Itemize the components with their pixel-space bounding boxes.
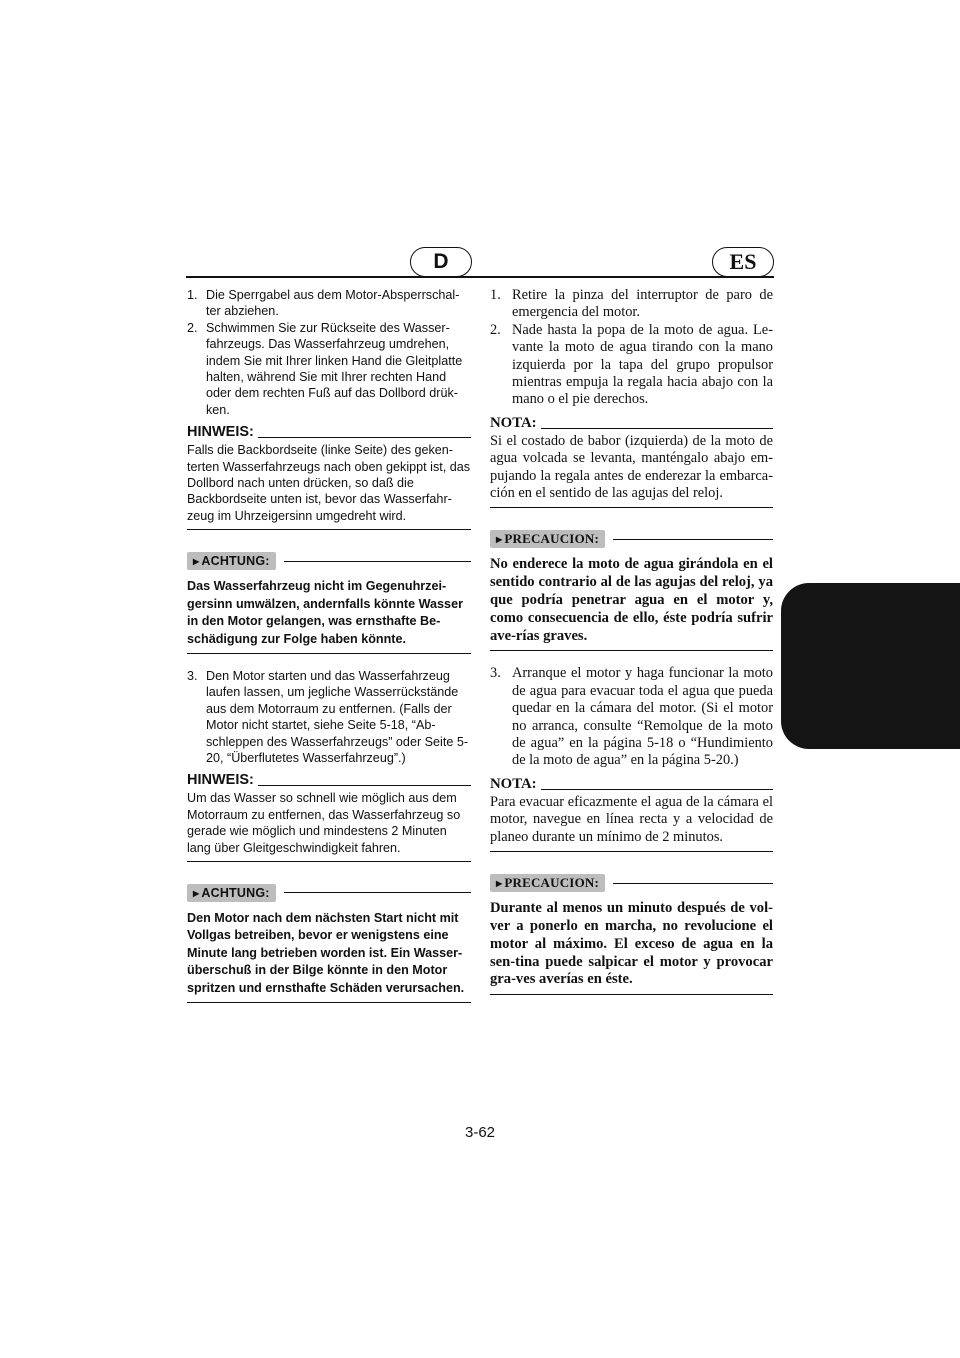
list-item	[187, 287, 471, 320]
note-text: Falls die Backbordseite (linke Seite) des geken-terten Wasserfahrzeugs nach oben gekippt ist, das Dollbord nach unten drücken, so daß die Backbordseite unten ist, bevor das Wasserfahr-zeug im Uhrzeigersinn umgedreht wird.	[187, 442, 471, 530]
warning-text: Den Motor nach dem nächsten Start nicht mit Vollgas betreiben, bevor er wenigstens eine Minute lang betrieben worden ist. Ein Wasser-überschuß in der Bilge könnte in den Motor spritzen und ernsthafte Schäden verursachen.	[187, 910, 471, 1003]
note-text: Um das Wasser so schnell wie möglich aus dem Motorraum zu entfernen, das Wasserfahrzeug so gerade wie möglich und mindestens 2 Minuten lang über Gleitgeschwindigkeit fahren.	[187, 790, 471, 862]
warning-heading	[187, 884, 471, 902]
list-item	[490, 322, 773, 409]
divider	[613, 539, 773, 540]
language-tag-german: D	[410, 247, 472, 277]
step-text: Nade hasta la popa de la moto de agua. Le-vante la moto de agua tirando con la mano izquierda por la tapa del grupo propulsor mientras empuja la regala hacia abajo con la mano o el pie derechos.	[512, 321, 773, 408]
note-heading	[187, 424, 471, 441]
warning-icon: ▶	[193, 888, 200, 898]
page-number: 3-62	[464, 1124, 496, 1141]
note-heading	[490, 776, 773, 793]
divider	[284, 561, 471, 562]
warning-badge	[490, 874, 605, 892]
spanish-column	[490, 287, 773, 995]
warning-heading	[187, 552, 471, 570]
step-text: Die Sperrgabel aus dem Motor-Absperrschal-ter abziehen.	[206, 288, 460, 319]
note-heading	[490, 415, 773, 432]
note-label: NOTA:	[490, 775, 537, 792]
divider	[613, 883, 773, 884]
divider	[284, 892, 471, 893]
warning-icon: ▶	[496, 879, 503, 889]
list-item	[187, 320, 471, 418]
warning-text: Das Wasserfahrzeug nicht im Gegenuhrzei-gersinn umwälzen, andernfalls könnte Wasser in den Motor gelangen, was ernsthafte Be-schädigung zur Folge haben könnte.	[187, 578, 471, 654]
warning-text: Durante al menos un minuto después de vol-ver a ponerlo en marcha, no revolucione el motor al máximo. El exceso de agua en la sen-tina puede salpicar el motor y provocar gra-ves averías en éste.	[490, 900, 773, 995]
chapter-tab	[781, 583, 960, 749]
language-header	[0, 247, 960, 279]
step-number: 3.	[187, 668, 198, 683]
warning-icon: ▶	[496, 535, 503, 545]
list-item	[187, 668, 471, 766]
note-label: NOTA:	[490, 414, 537, 431]
warning-heading	[490, 530, 773, 548]
note-label: HINWEIS:	[187, 772, 254, 789]
header-rule	[186, 276, 774, 278]
note-heading	[187, 772, 471, 789]
step-text: Schwimmen Sie zur Rückseite des Wasser-fahrzeugs. Das Wasserfahrzeug umdrehen, indem Sie mit Ihrer linken Hand die Gleitplatte halten, während Sie mit Ihrer rechten Hand oder dem rechten Fuß auf das Dollbord drük-ken.	[206, 320, 463, 417]
step-number: 3.	[490, 665, 501, 682]
divider	[258, 785, 471, 786]
note-label: HINWEIS:	[187, 424, 254, 441]
note-text: Si el costado de babor (izquierda) de la moto de agua volcada se levanta, manténgalo abajo em-pujando la regala antes de enderezar la embarca-ción en el sentido de las agujas del reloj.	[490, 433, 773, 509]
step-text: Arranque el motor y haga funcionar la moto de agua para evacuar toda el agua que pueda quedar en la cámara del motor. (Si el motor no arranca, consulte “Remolque de la moto de agua” en la página 5-18 o “Hundimiento de la moto de agua” en la página 5-20.)	[512, 665, 773, 769]
warning-badge	[187, 552, 276, 570]
warning-badge	[490, 530, 605, 548]
steps-list-a	[490, 287, 773, 409]
steps-list-a	[187, 287, 471, 418]
language-tag-spanish: ES	[712, 247, 774, 277]
step-text: Den Motor starten und das Wasserfahrzeug laufen lassen, um jegliche Wasserrückstände aus dem Motorraum zu entfernen. (Falls der Motor nicht startet, siehe Seite 5-18, “Ab-schleppen des Wasserfahrzeugs” oder Seite 5-20, “Überflutetes Wasserfahrzeug”.)	[206, 668, 469, 765]
divider	[541, 789, 773, 790]
step-number: 1.	[187, 288, 198, 302]
german-column	[187, 287, 471, 1003]
list-item	[490, 287, 773, 322]
warning-heading	[490, 874, 773, 892]
step-number: 1.	[490, 287, 501, 303]
divider	[258, 437, 471, 438]
steps-list-b	[187, 668, 471, 766]
warning-label: PRECAUCION:	[504, 875, 600, 891]
warning-label: PRECAUCION:	[504, 531, 600, 547]
list-item	[490, 665, 773, 769]
warning-icon: ▶	[193, 557, 200, 567]
warning-label: ACHTUNG:	[201, 885, 270, 900]
divider	[541, 428, 773, 429]
step-text: Retire la pinza del interruptor de paro de emergencia del motor.	[512, 287, 773, 321]
warning-text: No enderece la moto de agua girándola en el sentido contrario al de las agujas del reloj, ya que podría penetrar agua en el motor y, como consecuencia de ello, éste podría sufrir ave-rías graves.	[490, 556, 773, 651]
note-text: Para evacuar eficazmente el agua de la cámara el motor, navegue en línea recta y a velocidad de planeo durante un mínimo de 2 minutos.	[490, 794, 773, 852]
step-number: 2.	[187, 320, 198, 335]
step-number: 2.	[490, 321, 501, 338]
steps-list-b	[490, 665, 773, 769]
warning-badge	[187, 884, 276, 902]
warning-label: ACHTUNG:	[201, 554, 270, 569]
